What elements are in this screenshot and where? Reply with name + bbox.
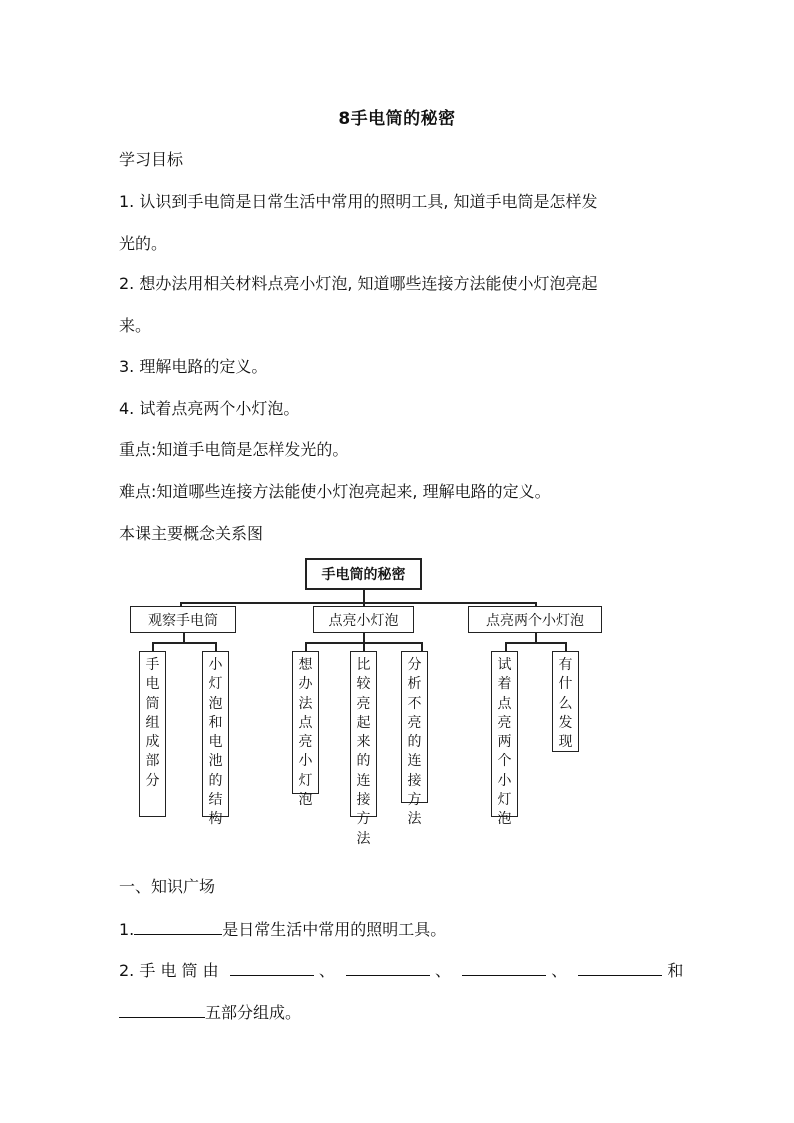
connector xyxy=(305,642,307,651)
question-1 xyxy=(119,919,446,940)
branch-3-label: 点亮两个小灯泡 xyxy=(486,612,584,629)
connector xyxy=(421,642,423,651)
difficulty-point: 难点:知道哪些连接方法能使小灯泡亮起来, 理解电路的定义。 xyxy=(119,482,551,501)
objective-1-line-2: 光的。 xyxy=(119,234,168,253)
concept-map-heading: 本课主要概念关系图 xyxy=(119,524,264,543)
objectives-heading: 学习目标 xyxy=(119,150,184,169)
q2-blank-3[interactable] xyxy=(462,960,546,976)
diagram-leaf-3-1 xyxy=(491,651,518,828)
q1-suffix: 是日常生活中常用的照明工具。 xyxy=(222,920,447,939)
diagram-leaf-1-2 xyxy=(202,651,229,828)
diagram-branch-1 xyxy=(130,606,236,633)
diagram-leaf-2-2 xyxy=(350,651,377,847)
connector xyxy=(152,642,154,651)
q2-prefix: 2. 手 电 筒 由 xyxy=(119,961,219,980)
branch-1-label: 观察手电筒 xyxy=(148,612,218,629)
q2-blank-4[interactable] xyxy=(578,960,662,976)
connector xyxy=(505,642,566,644)
diagram-branch-2 xyxy=(313,606,414,633)
leaf-label: 试 着 点 亮 两 个 小 灯 泡 xyxy=(497,657,512,828)
diagram-root-label: 手电筒的秘密 xyxy=(321,567,406,583)
leaf-label: 想 办 法 点 亮 小 灯 泡 xyxy=(298,657,313,809)
question-2-line-1 xyxy=(119,960,683,981)
key-point: 重点:知道手电筒是怎样发光的。 xyxy=(119,440,349,459)
leaf-label: 比 较 亮 起 来 的 连 接 方 法 xyxy=(356,657,371,847)
q2-blank-1[interactable] xyxy=(230,960,314,976)
diagram-leaf-2-1 xyxy=(292,651,319,809)
connector xyxy=(152,642,216,644)
objective-2-line-2: 来。 xyxy=(119,316,152,335)
objective-2-line-1: 2. 想办法用相关材料点亮小灯泡, 知道哪些连接方法能使小灯泡亮起 xyxy=(119,274,598,293)
objective-3: 3. 理解电路的定义。 xyxy=(119,357,268,376)
section-heading: 一、知识广场 xyxy=(119,877,216,896)
page-title: 8手电筒的秘密 xyxy=(338,109,456,129)
q1-blank[interactable] xyxy=(134,919,222,935)
diagram-branch-3 xyxy=(468,606,602,633)
connector xyxy=(505,642,507,651)
diagram-leaf-1-1 xyxy=(139,651,166,817)
connector xyxy=(565,642,567,651)
leaf-label: 小 灯 泡 和 电 池 的 结 构 xyxy=(208,657,223,828)
leaf-label: 手 电 筒 组 成 部 分 xyxy=(145,657,160,789)
connector xyxy=(180,602,535,604)
q2-suffix: 五部分组成。 xyxy=(205,1003,302,1022)
diagram-leaf-3-2 xyxy=(552,651,579,752)
leaf-label: 有 什 么 发 现 xyxy=(558,657,573,751)
q2-sep-2: 、 xyxy=(435,961,452,980)
objective-4: 4. 试着点亮两个小灯泡。 xyxy=(119,399,300,418)
q2-and: 和 xyxy=(667,961,684,980)
q1-prefix: 1. xyxy=(119,920,135,939)
leaf-label: 分 析 不 亮 的 连 接 方 法 xyxy=(407,657,422,828)
q2-sep-1: 、 xyxy=(318,961,335,980)
question-2-line-2 xyxy=(119,1002,301,1023)
q2-blank-5[interactable] xyxy=(119,1002,205,1018)
diagram-leaf-2-3 xyxy=(401,651,428,828)
connector xyxy=(215,642,217,651)
concept-map xyxy=(127,556,620,847)
diagram-root xyxy=(305,558,422,590)
q2-sep-3: 、 xyxy=(551,961,568,980)
q2-blank-2[interactable] xyxy=(346,960,430,976)
objective-1-line-1: 1. 认识到手电筒是日常生活中常用的照明工具, 知道手电筒是怎样发 xyxy=(119,192,598,211)
connector xyxy=(363,642,365,651)
branch-2-label: 点亮小灯泡 xyxy=(328,612,399,629)
